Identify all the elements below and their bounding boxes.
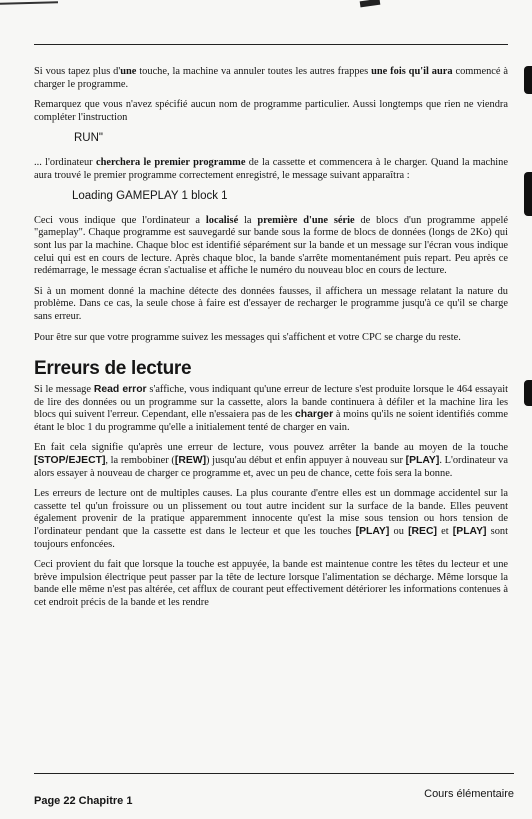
footer-page-number: Page 22 Chapitre 1 xyxy=(34,795,133,807)
code-loading-message: Loading GAMEPLAY 1 block 1 xyxy=(72,190,228,203)
section-heading: Erreurs de lecture xyxy=(34,358,192,380)
play-key: [PLAY] xyxy=(355,526,390,538)
stop-eject-key: [STOP/EJECT] xyxy=(34,455,106,467)
paragraph-impulse: Ceci provient du fait que lorsque la touche est appuyée, la bande est maintenue contre les têtes du lecteur et une brève impulsion électrique peut passer par la tête de lecture lorsque l'alimentation se décharge. Même lorsque la bande elle même n'est pas altérée, cet afflux de courant peut effectivement détériorer les informations contenues à cet endroit précis de la bande et les rendre xyxy=(34,559,508,608)
header-rule xyxy=(34,44,508,45)
scan-edge-mark xyxy=(524,172,532,216)
scan-edge-mark xyxy=(524,380,532,406)
paragraph-extra-keypress: Si vous tapez plus d'une touche, la machine va annuler toutes les autres frappes une fois qu'il aura commencé à charger le programme. xyxy=(34,66,508,90)
paragraph-blocks: Ceci vous indique que l'ordinateur a localisé la première d'une série de blocs d'un programme appelé "gameplay". Chaque programme est sauvegardé sur bande sous la forme de blocs de données (longs de 2Ko) qui sont lus par la machine. Chaque bloc est identifié séparément sur la bande et un message sur l'écran vous indique celui qui est en cours de lecture. Après chaque bloc, la bande s'arrête momentanément puis repart. Peu après ce redémarrage, le message écran s'actualise et affiche le numéro du nouveau bloc en cours de lecture. xyxy=(34,214,508,277)
rec-key: [REC] xyxy=(408,526,437,538)
paragraph-read-error: Si le message Read error s'affiche, vous indiquant qu'une erreur de lecture s'est produite lorsque le 464 essayait de lire des données ou un programme sur la cassette, alors la bande continuera à défiler et la machine lira les blocs qui suivent l'erreur. Cependant, elle n'essaiera pas de les charger à moins qu'ils ne soient identifiés comme étant le bloc 1 du programme qu'elle a initialement tenté de charger en vain. xyxy=(34,384,509,433)
scan-top-dash xyxy=(360,0,381,7)
play-key: [PLAY] xyxy=(405,455,440,467)
footer-course-title: Cours élémentaire xyxy=(424,788,514,800)
paragraph-rewind: En fait cela signifie qu'après une erreur de lecture, vous pouvez arrêter la bande au moyen de la touche [STOP/EJECT], la rembobiner ([REW]) jusqu'au début et enfin appuyer à nouveau sur [PLAY]. L'ordinateur va alors essayer à nouveau de charger ce programme et, avec un peu de chance, cette fois sera la bonne. xyxy=(34,442,508,479)
paragraph-bad-data: Si à un moment donné la machine détecte des données fausses, il affichera un message relatant la nature du problème. Dans ce cas, la seule chose à faire est d'essayer de recharger le programme jusqu'à ce qu'il se charge sans erreur. xyxy=(34,285,508,322)
scan-edge-mark xyxy=(524,66,532,94)
footer-rule xyxy=(34,773,514,774)
code-run-command: RUN" xyxy=(74,132,103,145)
read-error-keyword: Read error xyxy=(93,384,147,396)
page-body xyxy=(34,66,508,618)
rew-key: [REW] xyxy=(174,455,207,467)
paragraph-follow-messages: Pour être sur que votre programme suivez les messages qui s'affichent et votre CPC se charge du reste. xyxy=(34,331,461,343)
play-key: [PLAY] xyxy=(452,526,487,538)
paragraph-no-program-name: Remarquez que vous n'avez spécifié aucun nom de programme particulier. Aussi longtemps que rien ne viendra compléter l'instruction xyxy=(34,99,508,123)
charger-keyword: charger xyxy=(295,409,334,421)
scan-corner-mark xyxy=(0,0,60,8)
paragraph-causes: Les erreurs de lecture ont de multiples causes. La plus courante d'entre elles est un dommage accidentel sur la cassette tel qu'un froissure ou un plissement ou tout autre incident sur la surface de la bande. Elles peuvent également provenir de la pratique apparemment innocente qu'est la mise sous tension ou hors tension de l'ordinateur pendant que la cassette est dans le lecteur et que les touches [PLAY] ou [REC] et [PLAY] sont toujours enfoncées. xyxy=(34,488,508,550)
paragraph-first-program: ... l'ordinateur cherchera le premier programme de la cassette et commencera à le charger. Quand la machine aura trouvé le premier programme correctement enregistré, le message suivant apparaîtra : xyxy=(34,156,508,181)
